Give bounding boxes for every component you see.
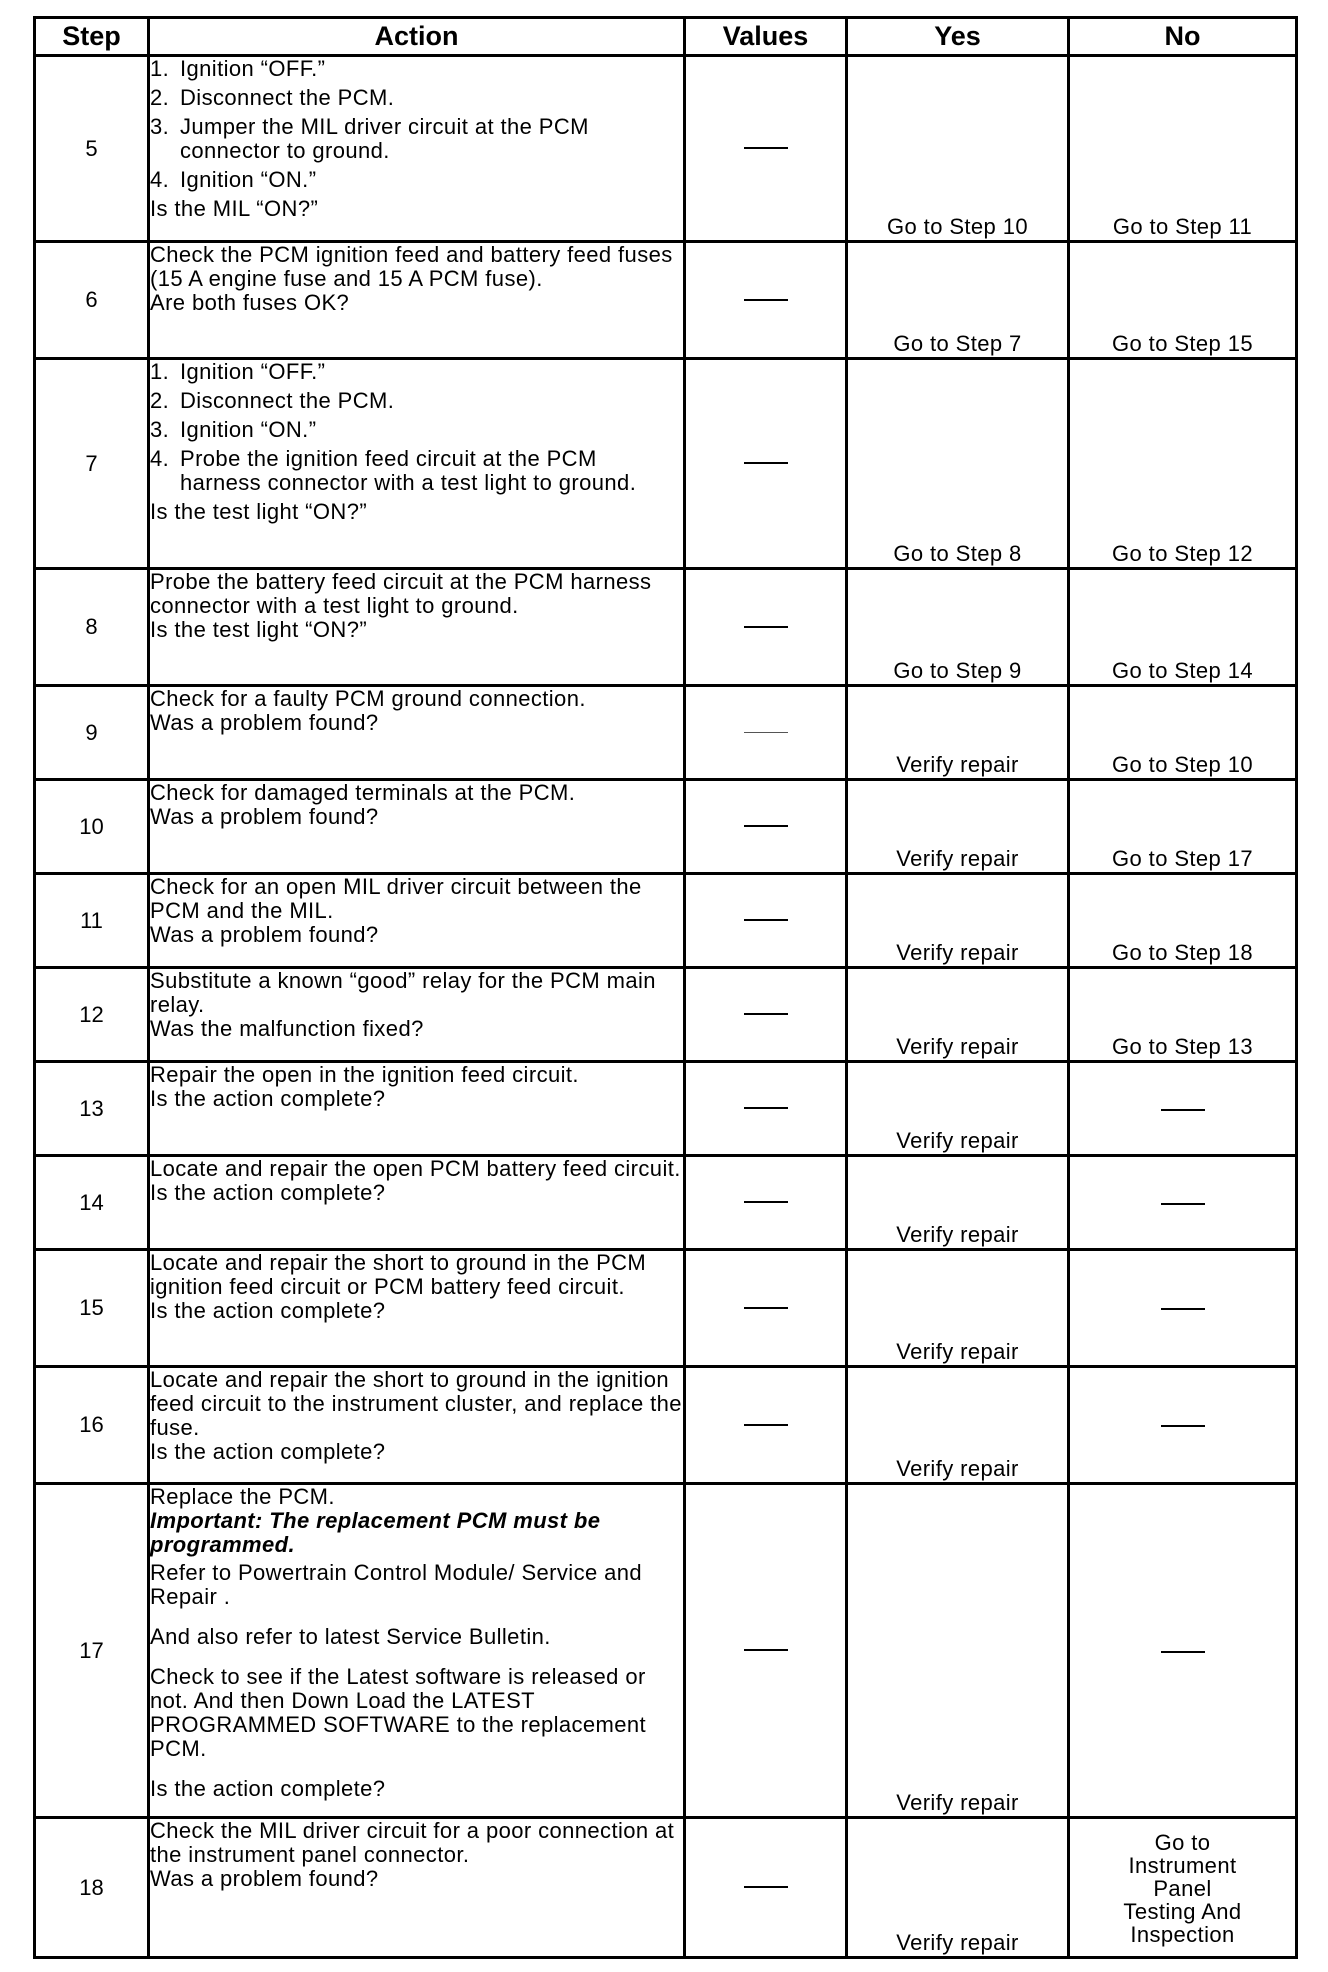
item-text: Ignition “ON.” xyxy=(180,167,317,192)
no-line: Testing And xyxy=(1123,1899,1242,1924)
item-text: Probe the ignition feed circuit at the PCM harness connector with a test light to ground. xyxy=(180,446,637,495)
action-question: Is the action complete? xyxy=(150,1776,386,1801)
action-cell xyxy=(149,686,685,780)
table-row xyxy=(35,874,1297,968)
action-item xyxy=(150,57,683,81)
values-cell xyxy=(685,686,847,780)
item-number: 1. xyxy=(150,359,170,384)
action-cell xyxy=(149,56,685,242)
item-text: Ignition “ON.” xyxy=(180,417,317,442)
action-cell xyxy=(149,1156,685,1250)
empty-dash xyxy=(1161,1109,1205,1111)
values-cell xyxy=(685,1484,847,1818)
action-text: Probe the battery feed circuit at the PCM harness connector with a test light to ground. xyxy=(150,569,652,618)
item-text: Disconnect the PCM. xyxy=(180,388,395,413)
action-item xyxy=(150,418,683,442)
no-cell xyxy=(1069,1062,1297,1156)
yes-cell: Verify repair xyxy=(847,1062,1069,1156)
action-cell xyxy=(149,242,685,359)
action-item xyxy=(150,86,683,110)
action-cell xyxy=(149,968,685,1062)
action-text: Check for damaged terminals at the PCM. xyxy=(150,780,576,805)
action-text: Locate and repair the short to ground in the PCM ignition feed circuit or PCM battery feed circuit. xyxy=(150,1250,647,1299)
empty-dash xyxy=(744,462,788,464)
empty-dash xyxy=(744,299,788,301)
step-number: 5 xyxy=(35,56,149,242)
empty-dash xyxy=(744,147,788,149)
action-question: Is the action complete? xyxy=(150,1086,386,1111)
step-number: 10 xyxy=(35,780,149,874)
action-question: Is the MIL “ON?” xyxy=(150,196,319,221)
item-number: 3. xyxy=(150,114,170,139)
yes-cell: Verify repair xyxy=(847,1250,1069,1367)
values-cell xyxy=(685,1062,847,1156)
yes-cell: Verify repair xyxy=(847,686,1069,780)
yes-cell: Verify repair xyxy=(847,1367,1069,1484)
step-number: 7 xyxy=(35,359,149,569)
values-cell xyxy=(685,968,847,1062)
no-cell: Go to Step 13 xyxy=(1069,968,1297,1062)
no-cell: Go to Step 15 xyxy=(1069,242,1297,359)
step-number: 15 xyxy=(35,1250,149,1367)
no-cell: Go to Step 18 xyxy=(1069,874,1297,968)
action-cell xyxy=(149,359,685,569)
step-number: 9 xyxy=(35,686,149,780)
table-row xyxy=(35,569,1297,686)
values-cell xyxy=(685,56,847,242)
action-cell xyxy=(149,1062,685,1156)
values-cell xyxy=(685,780,847,874)
step-number: 14 xyxy=(35,1156,149,1250)
table-row xyxy=(35,968,1297,1062)
action-cell xyxy=(149,569,685,686)
values-cell xyxy=(685,874,847,968)
no-cell xyxy=(1069,1484,1297,1818)
table-row xyxy=(35,1818,1297,1958)
item-text: Ignition “OFF.” xyxy=(180,56,326,81)
step-number: 13 xyxy=(35,1062,149,1156)
empty-dash xyxy=(1161,1308,1205,1310)
action-question: Is the action complete? xyxy=(150,1439,386,1464)
header-action: Action xyxy=(149,18,685,56)
reference-text: Refer to Powertrain Control Module/ Service and Repair . xyxy=(150,1560,643,1609)
table-row xyxy=(35,780,1297,874)
yes-cell: Go to Step 8 xyxy=(847,359,1069,569)
item-number: 2. xyxy=(150,85,170,110)
empty-dash xyxy=(744,1013,788,1015)
no-cell: Go to Step 14 xyxy=(1069,569,1297,686)
empty-dash xyxy=(744,1424,788,1426)
empty-dash xyxy=(744,1107,788,1109)
item-number: 3. xyxy=(150,417,170,442)
yes-cell: Verify repair xyxy=(847,1818,1069,1958)
step-number: 18 xyxy=(35,1818,149,1958)
values-cell xyxy=(685,242,847,359)
action-cell xyxy=(149,780,685,874)
yes-cell: Verify repair xyxy=(847,1156,1069,1250)
action-text: Locate and repair the short to ground in the ignition feed circuit to the instrument cluster, and replace the fuse. xyxy=(150,1367,682,1440)
empty-dash xyxy=(744,732,788,733)
action-question: Was a problem found? xyxy=(150,922,379,947)
no-cell: Go to Step 11 xyxy=(1069,56,1297,242)
no-cell: Go to Step 10 xyxy=(1069,686,1297,780)
header-yes: Yes xyxy=(847,18,1069,56)
item-number: 2. xyxy=(150,388,170,413)
empty-dash xyxy=(744,1886,788,1888)
action-cell xyxy=(149,1250,685,1367)
action-text: Replace the PCM. xyxy=(150,1484,335,1509)
action-text: Check for a faulty PCM ground connection. xyxy=(150,686,586,711)
action-question: Was a problem found? xyxy=(150,804,379,829)
table-row xyxy=(35,359,1297,569)
no-cell: Go to Step 12 xyxy=(1069,359,1297,569)
values-cell xyxy=(685,1156,847,1250)
yes-cell: Verify repair xyxy=(847,968,1069,1062)
action-question: Is the action complete? xyxy=(150,1180,386,1205)
step-number: 8 xyxy=(35,569,149,686)
yes-cell: Verify repair xyxy=(847,1484,1069,1818)
software-text: Check to see if the Latest software is released or not. And then Down Load the LATEST PROGRAMMED SOFTWARE to the replacement PCM. xyxy=(150,1664,647,1761)
values-cell xyxy=(685,1367,847,1484)
diagnostic-table xyxy=(33,16,1298,1959)
table-row xyxy=(35,56,1297,242)
action-item xyxy=(150,168,683,192)
table-row xyxy=(35,242,1297,359)
table-row xyxy=(35,1484,1297,1818)
table-row xyxy=(35,686,1297,780)
empty-dash xyxy=(744,1201,788,1203)
item-text: Jumper the MIL driver circuit at the PCM connector to ground. xyxy=(180,114,589,163)
step-number: 16 xyxy=(35,1367,149,1484)
action-item xyxy=(150,360,683,384)
item-number: 1. xyxy=(150,56,170,81)
header-step: Step xyxy=(35,18,149,56)
step-number: 12 xyxy=(35,968,149,1062)
action-question: Are both fuses OK? xyxy=(150,290,350,315)
table-row xyxy=(35,1156,1297,1250)
item-number: 4. xyxy=(150,446,170,471)
step-number: 17 xyxy=(35,1484,149,1818)
action-cell xyxy=(149,1818,685,1958)
no-cell: Go to Step 17 xyxy=(1069,780,1297,874)
table-row xyxy=(35,1367,1297,1484)
values-cell xyxy=(685,569,847,686)
action-text: Check for an open MIL driver circuit between the PCM and the MIL. xyxy=(150,874,642,923)
header-row xyxy=(35,18,1297,56)
header-no: No xyxy=(1069,18,1297,56)
action-text: Locate and repair the open PCM battery feed circuit. xyxy=(150,1156,681,1181)
table-row xyxy=(35,1250,1297,1367)
empty-dash xyxy=(1161,1651,1205,1653)
action-question: Was the malfunction fixed? xyxy=(150,1016,424,1041)
empty-dash xyxy=(744,626,788,628)
values-cell xyxy=(685,1250,847,1367)
table-row xyxy=(35,1062,1297,1156)
bulletin-text: And also refer to latest Service Bulletin. xyxy=(150,1624,551,1649)
action-text: Check the PCM ignition feed and battery feed fuses (15 A engine fuse and 15 A PCM fuse). xyxy=(150,242,673,291)
empty-dash xyxy=(744,1649,788,1651)
action-cell xyxy=(149,1484,685,1818)
step-number: 6 xyxy=(35,242,149,359)
action-text: Substitute a known “good” relay for the PCM main relay. xyxy=(150,968,656,1017)
step-number: 11 xyxy=(35,874,149,968)
yes-cell: Go to Step 10 xyxy=(847,56,1069,242)
empty-dash xyxy=(1161,1203,1205,1205)
no-cell xyxy=(1069,1367,1297,1484)
action-question: Was a problem found? xyxy=(150,1866,379,1891)
no-cell xyxy=(1069,1156,1297,1250)
no-line: Instrument xyxy=(1128,1853,1237,1878)
header-values: Values xyxy=(685,18,847,56)
action-question: Is the action complete? xyxy=(150,1298,386,1323)
empty-dash xyxy=(744,1307,788,1309)
action-text: Repair the open in the ignition feed circuit. xyxy=(150,1062,579,1087)
action-item xyxy=(150,447,683,495)
empty-dash xyxy=(1161,1425,1205,1427)
action-item xyxy=(150,115,683,163)
important-note: Important: The replacement PCM must be programmed. xyxy=(150,1508,601,1557)
item-text: Disconnect the PCM. xyxy=(180,85,395,110)
action-question: Is the test light “ON?” xyxy=(150,499,368,524)
yes-cell: Verify repair xyxy=(847,874,1069,968)
values-cell xyxy=(685,359,847,569)
empty-dash xyxy=(744,919,788,921)
item-number: 4. xyxy=(150,167,170,192)
no-cell xyxy=(1069,1818,1297,1958)
action-cell xyxy=(149,1367,685,1484)
yes-cell: Go to Step 9 xyxy=(847,569,1069,686)
yes-cell: Verify repair xyxy=(847,780,1069,874)
values-cell xyxy=(685,1818,847,1958)
action-question: Was a problem found? xyxy=(150,710,379,735)
action-question: Is the test light “ON?” xyxy=(150,617,368,642)
no-line: Panel xyxy=(1153,1876,1212,1901)
action-item xyxy=(150,389,683,413)
item-text: Ignition “OFF.” xyxy=(180,359,326,384)
no-line: Inspection xyxy=(1130,1922,1235,1947)
action-text: Check the MIL driver circuit for a poor connection at the instrument panel connector. xyxy=(150,1818,675,1867)
action-cell xyxy=(149,874,685,968)
no-line: Go to xyxy=(1154,1830,1211,1855)
empty-dash xyxy=(744,825,788,827)
no-cell xyxy=(1069,1250,1297,1367)
yes-cell: Go to Step 7 xyxy=(847,242,1069,359)
